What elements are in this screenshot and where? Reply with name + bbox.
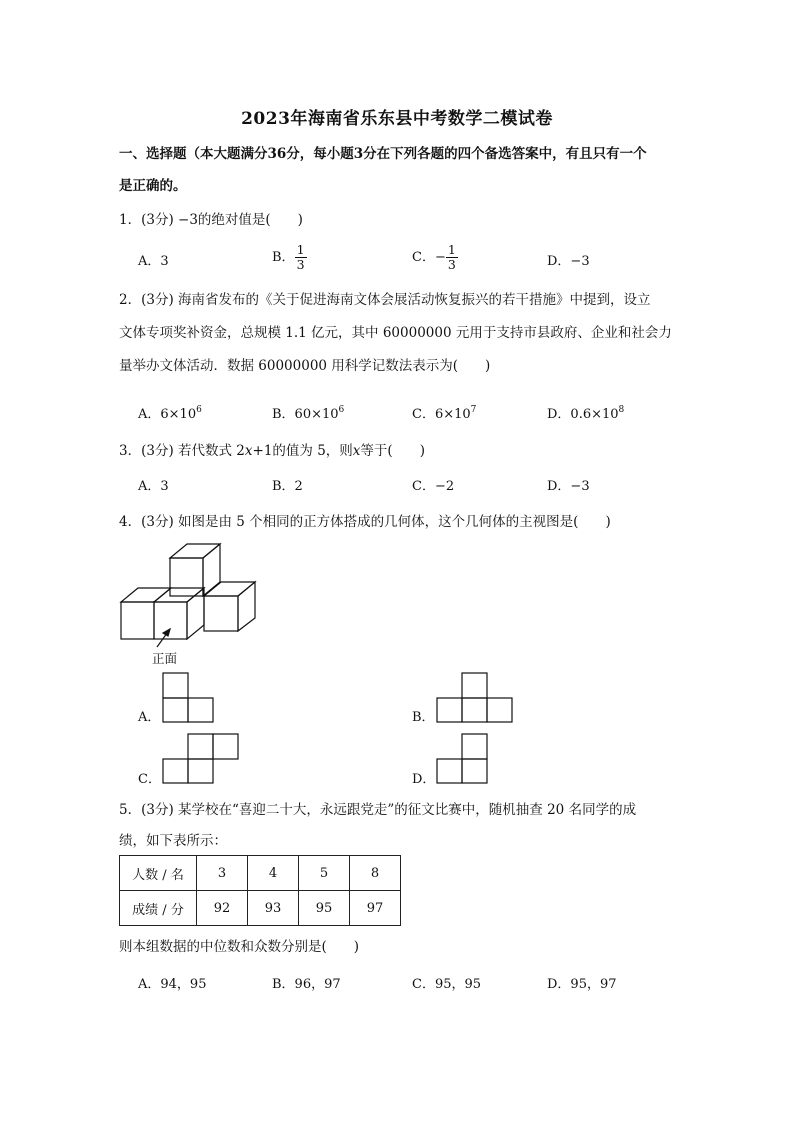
square: [188, 698, 213, 722]
section-heading-line2: 是正确的。: [119, 178, 187, 194]
table-cell: 95: [299, 891, 350, 926]
q3-stem-a: 3．(3分) 若代数式 2: [119, 443, 245, 459]
square: [188, 759, 213, 783]
middle-cube-front-face: [154, 602, 187, 639]
top-cube-front-face: [170, 558, 203, 596]
q4-option-c-label: C．: [138, 772, 161, 787]
table-cell: 5: [299, 856, 350, 891]
table-cell: 97: [350, 891, 401, 926]
q3-option-d: D．−3: [547, 479, 590, 494]
q1-option-b-fraction: [295, 243, 307, 272]
variable-x: x: [352, 443, 361, 459]
q5-option-d: D．95，97: [547, 977, 617, 992]
square: [188, 734, 213, 759]
table-row: [120, 856, 401, 891]
square: [437, 759, 462, 783]
option-exponent: 6: [196, 405, 202, 415]
q5-option-c: C．95，95: [412, 977, 482, 992]
option-exponent: 8: [618, 405, 625, 415]
variable-x: x: [244, 443, 253, 459]
square: [487, 698, 512, 722]
square: [462, 734, 487, 759]
q3-stem-b: +1的值为 5，则: [252, 443, 353, 459]
table-cell: 3: [197, 856, 248, 891]
square: [462, 759, 487, 783]
option-base: B．60×10: [272, 407, 339, 422]
option-base: D．0.6×10: [547, 407, 619, 422]
q5-option-b: B．96，97: [272, 977, 341, 992]
q4-option-b-figure: [436, 672, 516, 724]
fraction-denominator: 3: [296, 257, 305, 272]
left-cube-top-face: [121, 588, 171, 602]
q4-stem: 4．(3分) 如图是由 5 个相同的正方体搭成的几何体，这个几何体的主视图是( ): [119, 514, 611, 530]
square: [163, 759, 188, 783]
square: [163, 673, 188, 698]
q5-question: 则本组数据的中位数和众数分别是( ): [119, 939, 360, 955]
q2-line1: 2．(3分) 海南省发布的《关于促进海南文体会展活动恢复振兴的若干措施》中提到，设立: [119, 292, 651, 308]
option-base: A．6×10: [138, 407, 197, 422]
square: [462, 698, 487, 722]
q2-option-d: [547, 400, 624, 425]
q3-option-c: C．−2: [412, 479, 455, 494]
option-base: C．6×10: [412, 407, 471, 422]
q5-option-a: A．94，95: [138, 977, 207, 992]
q3-stem: [119, 441, 425, 461]
front-view-label: 正面: [152, 651, 178, 666]
table-header-cell: 成绩 / 分: [120, 891, 197, 926]
cube-solid-figure: [110, 540, 270, 675]
q3-option-a: A．3: [138, 479, 169, 494]
q3-stem-c: 等于( ): [360, 443, 425, 459]
table-header-cell: 人数 / 名: [120, 856, 197, 891]
middle-cube-top-face: [154, 588, 204, 602]
q4-option-d-figure: [436, 733, 492, 785]
q2-option-c: [412, 400, 476, 425]
table-cell: 8: [350, 856, 401, 891]
q4-option-b-label: B．: [412, 710, 435, 725]
q2-option-a: [138, 400, 202, 425]
q4-option-a-label: A．: [138, 710, 161, 725]
q1-option-c-fraction: [446, 243, 458, 272]
q1-stem: 1．(3分) −3的绝对值是( ): [119, 212, 303, 228]
left-cube-front-face: [121, 602, 154, 639]
fraction-numerator: 1: [296, 242, 305, 257]
top-cube-right-face: [203, 544, 220, 596]
q2-option-b: [272, 400, 344, 425]
square: [213, 734, 238, 759]
q1-option-b-prefix: B．: [272, 250, 295, 265]
top-cube-top-face: [170, 544, 220, 558]
score-table: [119, 855, 401, 926]
q1-option-b: [272, 243, 307, 272]
q1-option-c: [412, 243, 458, 272]
q1-option-c-prefix: C．−: [412, 250, 446, 265]
square: [437, 698, 462, 722]
option-exponent: 6: [338, 405, 345, 415]
right-cube-front-face: [204, 596, 238, 631]
table-cell: 4: [248, 856, 299, 891]
q1-option-a: A．3: [138, 254, 169, 269]
q4-option-d-label: D．: [412, 772, 436, 787]
right-cube-side-face: [238, 582, 255, 631]
front-arrow-head: [163, 629, 170, 636]
q5-line2: 绩，如下表所示：: [119, 833, 227, 849]
q1-option-d: D．−3: [547, 254, 590, 269]
square: [163, 698, 188, 722]
q4-option-a-figure: [162, 672, 216, 724]
q3-option-b: B．2: [272, 479, 303, 494]
fraction-numerator: 1: [447, 242, 456, 257]
table-cell: 93: [248, 891, 299, 926]
exam-title: 2023年海南省乐东县中考数学二模试卷: [241, 109, 553, 129]
table-cell: 92: [197, 891, 248, 926]
section-heading-line1: 一、选择题（本大题满分36分，每小题3分在下列各题的四个备选答案中，有且只有一个: [119, 146, 647, 162]
q4-option-c-figure: [162, 733, 242, 785]
option-exponent: 7: [470, 405, 477, 415]
table-row: [120, 891, 401, 926]
square: [462, 673, 487, 698]
q2-line2: 文体专项奖补资金，总规模 1.1 亿元，其中 60000000 元用于支持市县政府、企业和社会力: [119, 325, 672, 341]
q5-line1: 5．(3分) 某学校在“喜迎二十大，永远跟党走”的征文比赛中，随机抽查 20 名同学的成: [119, 802, 637, 818]
fraction-denominator: 3: [447, 257, 456, 272]
q2-line3: 量举办文体活动．数据 60000000 用科学记数法表示为( ): [119, 358, 491, 374]
